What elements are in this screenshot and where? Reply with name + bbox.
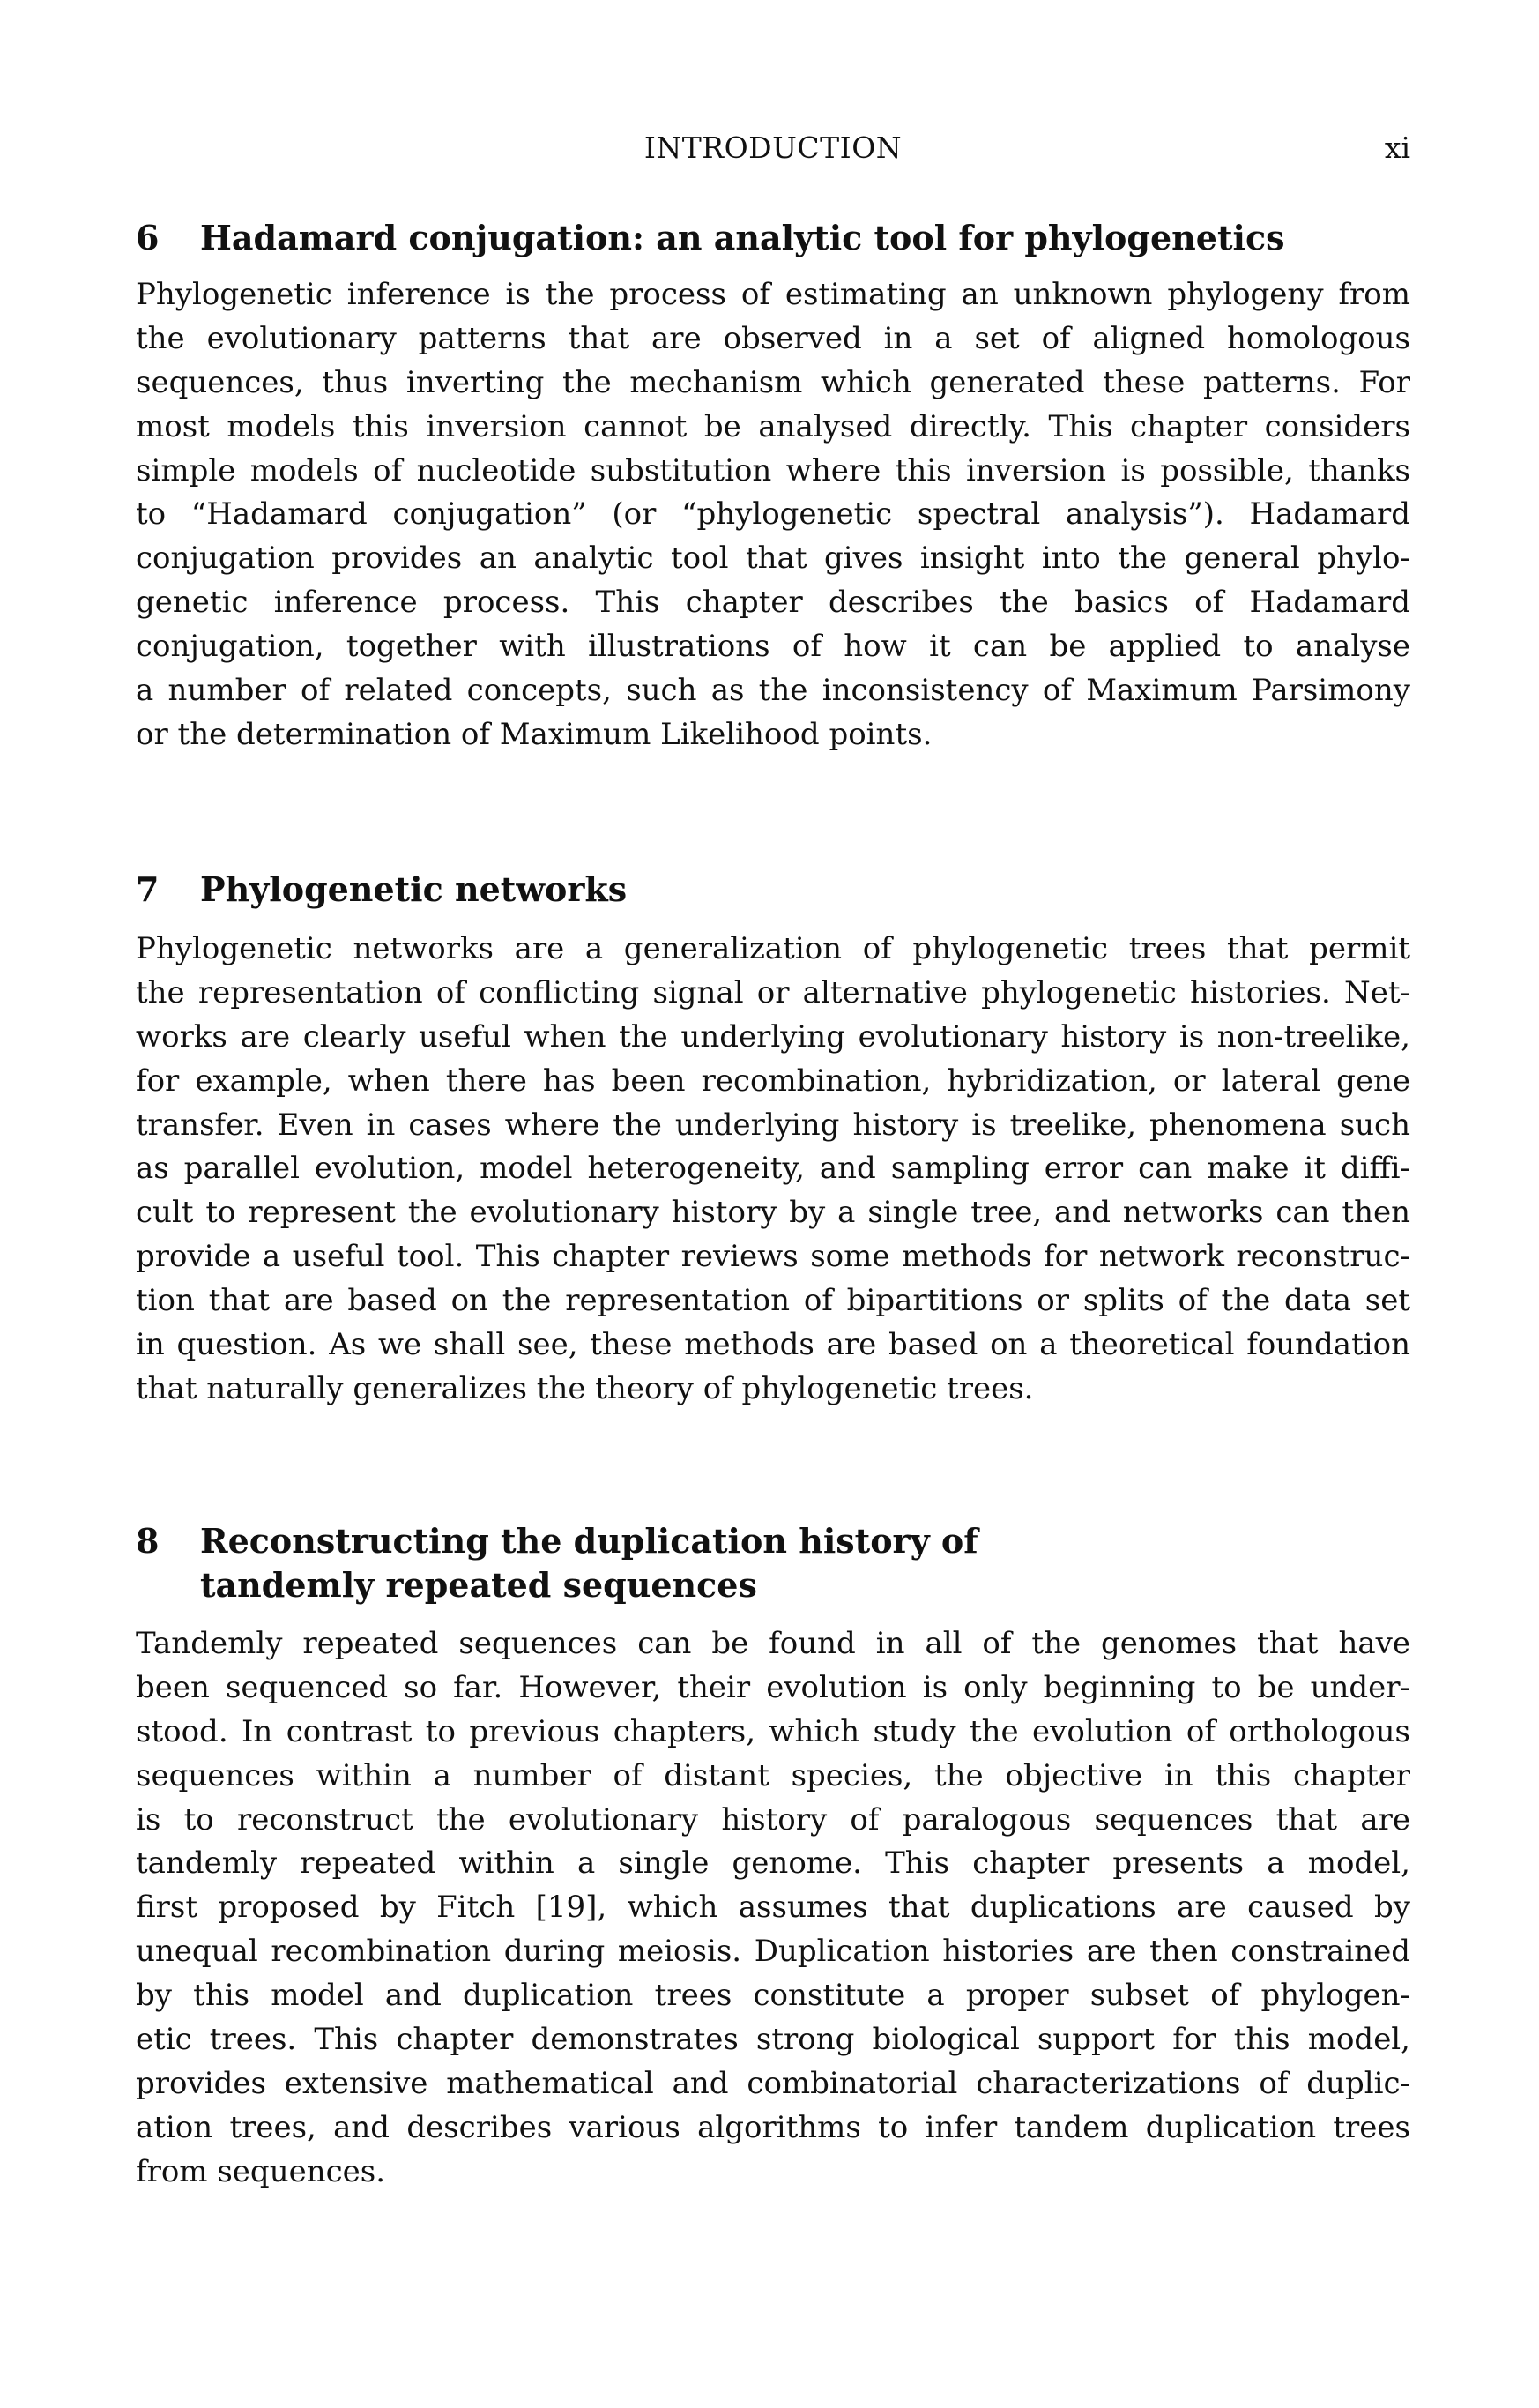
section-title: Hadamard conjugation: an analytic tool for phylogenetics bbox=[200, 218, 1285, 257]
text-line: etic trees. This chapter demonstrates strong biological support for this model, bbox=[136, 2022, 1410, 2058]
section-number: 6 bbox=[136, 218, 160, 257]
text-line: most models this inversion cannot be analysed directly. This chapter considers bbox=[136, 408, 1410, 444]
text-line: been sequenced so far. However, their evolution is only beginning to be under- bbox=[136, 1669, 1410, 1705]
text-line: the representation of conflicting signal or alternative phylogenetic histories. Net- bbox=[136, 974, 1410, 1010]
text-line: from sequences. bbox=[136, 2153, 386, 2189]
text-line: in question. As we shall see, these methods are based on a theoretical foundation bbox=[136, 1327, 1410, 1363]
section-paragraph bbox=[136, 928, 1410, 1412]
text-line: or the determination of Maximum Likelihood points. bbox=[136, 716, 933, 752]
text-line: sequences, thus inverting the mechanism which generated these patterns. For bbox=[136, 364, 1410, 400]
section-title: Phylogenetic networks bbox=[200, 869, 628, 909]
text-line: provide a useful tool. This chapter reviews some methods for network reconstruc- bbox=[136, 1239, 1410, 1275]
section-number: 7 bbox=[136, 869, 160, 909]
text-line: by this model and duplication trees constitute a proper subset of phylogen- bbox=[136, 1978, 1410, 2014]
text-line: the evolutionary patterns that are observed in a set of aligned homologous bbox=[136, 320, 1410, 356]
text-line: that naturally generalizes the theory of phylogenetic trees. bbox=[136, 1370, 1034, 1406]
text-line: genetic inference process. This chapter describes the basics of Hadamard bbox=[136, 585, 1410, 621]
section-title: Reconstructing the duplication history of bbox=[200, 1521, 978, 1561]
running-head bbox=[0, 130, 1539, 169]
text-line: to “Hadamard conjugation” (or “phylogenetic spectral analysis”). Hadamard bbox=[136, 496, 1410, 533]
text-line: unequal recombination during meiosis. Duplication histories are then constrained bbox=[136, 1934, 1410, 1970]
section-number: 8 bbox=[136, 1521, 160, 1561]
text-line: Phylogenetic inference is the process of estimating an unknown phylogeny from bbox=[136, 277, 1410, 312]
text-line: for example, when there has been recombination, hybridization, or lateral gene bbox=[136, 1062, 1410, 1099]
text-line: first proposed by Fitch [19], which assumes that duplications are caused by bbox=[136, 1890, 1410, 1926]
text-line: as parallel evolution, model heterogeneity, and sampling error can make it diffi- bbox=[136, 1151, 1410, 1187]
text-line: a number of related concepts, such as the inconsistency of Maximum Parsimony bbox=[136, 673, 1410, 709]
text-line: simple models of nucleotide substitution where this inversion is possible, thanks bbox=[136, 452, 1410, 488]
text-line: stood. In contrast to previous chapters, which study the evolution of orthologous bbox=[136, 1713, 1410, 1749]
section-paragraph bbox=[136, 273, 1410, 757]
text-line: cult to represent the evolutionary history by a single tree, and networks can then bbox=[136, 1195, 1410, 1231]
running-head-title: INTRODUCTION bbox=[643, 130, 903, 165]
section-title: tandemly repeated sequences bbox=[200, 1565, 757, 1605]
text-line: Phylogenetic networks are a generalization of phylogenetic trees that permit bbox=[136, 931, 1410, 966]
text-line: tion that are based on the representation of bipartitions or splits of the data set bbox=[136, 1283, 1410, 1319]
text-line: ation trees, and describes various algorithms to infer tandem duplication trees bbox=[136, 2109, 1410, 2145]
page-number: xi bbox=[1384, 130, 1410, 165]
text-line: conjugation provides an analytic tool that gives insight into the general phylo- bbox=[136, 540, 1410, 577]
text-line: sequences within a number of distant species, the objective in this chapter bbox=[136, 1757, 1410, 1793]
text-line: conjugation, together with illustrations of how it can be applied to analyse bbox=[136, 629, 1410, 665]
text-line: is to reconstruct the evolutionary history of paralogous sequences that are bbox=[136, 1801, 1410, 1838]
text-line: tandemly repeated within a single genome. This chapter presents a model, bbox=[136, 1845, 1410, 1882]
text-line: works are clearly useful when the underlying evolutionary history is non-treelike, bbox=[136, 1018, 1410, 1055]
text-line: Tandemly repeated sequences can be found in all of the genomes that have bbox=[136, 1626, 1410, 1661]
text-line: provides extensive mathematical and combinatorial characterizations of duplic- bbox=[136, 2065, 1410, 2101]
section-paragraph bbox=[136, 1622, 1410, 2195]
text-line: transfer. Even in cases where the underlying history is treelike, phenomena such bbox=[136, 1107, 1410, 1143]
